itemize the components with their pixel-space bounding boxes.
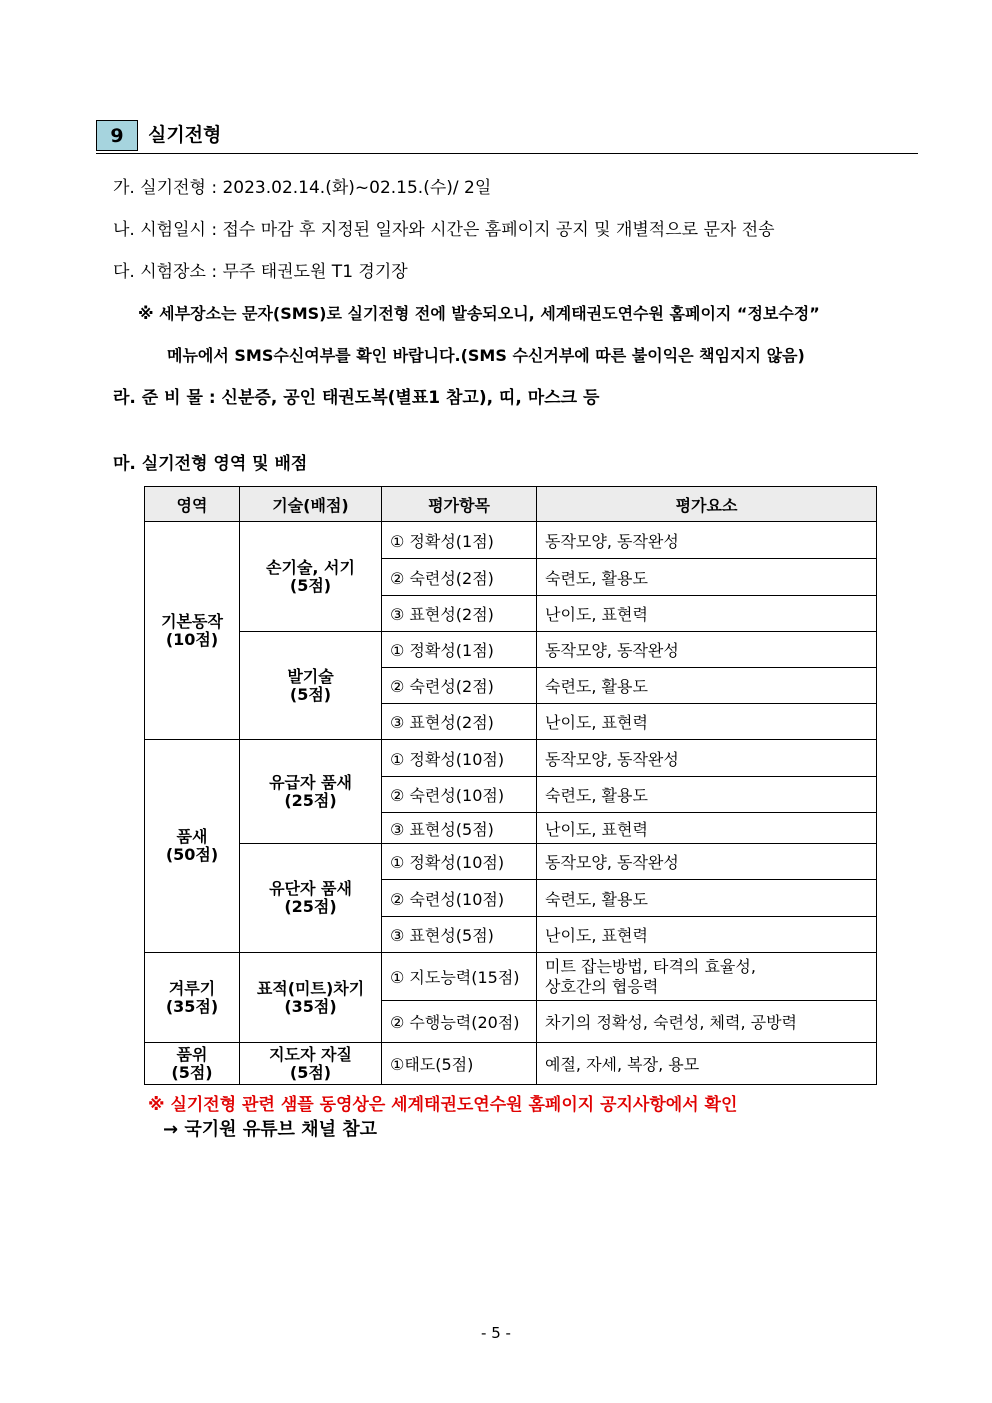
sms-note-line2: 메뉴에서 SMS수신여부를 확인 바랍니다.(SMS 수신거부에 따른 불이익은 책임지지 않음) [167,346,805,365]
item-cell: ① 정확성(10점) [382,740,537,777]
page-number: - 5 - [481,1324,511,1342]
table-row [145,844,877,880]
item-cell: ② 숙련성(2점) [382,668,537,704]
exam-time-label: 나. 시험일시 : [113,220,218,240]
area-cell: 품위 (5점) [145,1043,240,1085]
item-cell: ② 숙련성(10점) [382,777,537,813]
element-cell: 동작모양, 동작완성 [537,632,877,668]
table-row [145,522,877,559]
header-element: 평가요소 [537,487,877,522]
skill-cell: 손기술, 서기 (5점) [240,522,382,632]
element-cell: 동작모양, 동작완성 [537,522,877,559]
area-cell: 기본동작 (10점) [145,522,240,740]
skill-cell: 유단자 품새 (25점) [240,844,382,953]
skill-cell: 발기술 (5점) [240,632,382,740]
element-cell: 숙련도, 활용도 [537,777,877,813]
item-cell: ① 정확성(1점) [382,632,537,668]
exam-place-value: 무주 태권도원 T1 경기장 [222,262,408,282]
sms-note-line1: ※ 세부장소는 문자(SMS)로 실기전형 전에 발송되오니, 세계태권도연수원 홈페이지 “정보수정” [138,304,820,323]
item-cell: ① 정확성(10점) [382,844,537,880]
item-cell: ③ 표현성(5점) [382,813,537,844]
prep-label: 라. 준 비 물 : [113,388,216,408]
item-cell: ①태도(5점) [382,1043,537,1085]
item-cell: ② 숙련성(2점) [382,559,537,596]
header-skill: 기술(배점) [240,487,382,522]
section-title: 실기전형 [148,124,222,146]
element-cell: 예절, 자세, 복장, 용모 [537,1043,877,1085]
element-cell: 숙련도, 활용도 [537,668,877,704]
element-cell: 난이도, 표현력 [537,917,877,953]
exam-place-label: 다. 시험장소 : [113,262,218,282]
table-row [145,953,877,1001]
element-cell: 동작모양, 동작완성 [537,844,877,880]
table-header-row [145,487,877,522]
item-cell: ③ 표현성(2점) [382,704,537,740]
schedule-value: 2023.02.14.(화)~02.15.(수)/ 2일 [222,178,492,198]
skill-cell: 표적(미트)차기 (35점) [240,953,382,1043]
area-cell: 품새 (50점) [145,740,240,953]
video-note: ※ 실기전형 관련 샘플 동영상은 세계태권도연수원 홈페이지 공지사항에서 확인 [148,1095,738,1115]
header-item: 평가항목 [382,487,537,522]
exam-place-line [113,260,408,284]
element-cell: 난이도, 표현력 [537,813,877,844]
element-cell: 숙련도, 활용도 [537,880,877,917]
element-cell: 난이도, 표현력 [537,704,877,740]
element-cell: 숙련도, 활용도 [537,559,877,596]
element-cell: 난이도, 표현력 [537,596,877,632]
item-cell: ③ 표현성(5점) [382,917,537,953]
exam-time-line [113,218,775,242]
skill-cell: 유급자 품새 (25점) [240,740,382,844]
header-area: 영역 [145,487,240,522]
prep-line [113,386,599,410]
item-cell: ② 수행능력(20점) [382,1001,537,1043]
section-header [96,120,918,154]
table-row [145,1043,877,1085]
item-cell: ③ 표현성(2점) [382,596,537,632]
schedule-line [113,176,491,200]
table-title: 마. 실기전형 영역 및 배점 [113,454,308,474]
element-cell: 차기의 정확성, 숙련성, 체력, 공방력 [537,1001,877,1043]
table-row [145,632,877,668]
score-table [144,486,877,1085]
item-cell: ① 지도능력(15점) [382,953,537,1001]
youtube-note: → 국기원 유튜브 채널 참고 [163,1119,378,1140]
schedule-label: 가. 실기전형 : [113,178,218,198]
exam-time-value: 접수 마감 후 지정된 일자와 시간은 홈페이지 공지 및 개별적으로 문자 전송 [222,220,775,240]
item-cell: ② 숙련성(10점) [382,880,537,917]
section-number: 9 [96,120,138,151]
area-cell: 겨루기 (35점) [145,953,240,1043]
table-row [145,740,877,777]
element-cell: 동작모양, 동작완성 [537,740,877,777]
skill-cell: 지도자 자질 (5점) [240,1043,382,1085]
item-cell: ① 정확성(1점) [382,522,537,559]
element-cell: 미트 잡는방법, 타격의 효율성, 상호간의 협응력 [537,953,877,1001]
prep-value: 신분증, 공인 태권도복(별표1 참고), 띠, 마스크 등 [221,388,600,408]
